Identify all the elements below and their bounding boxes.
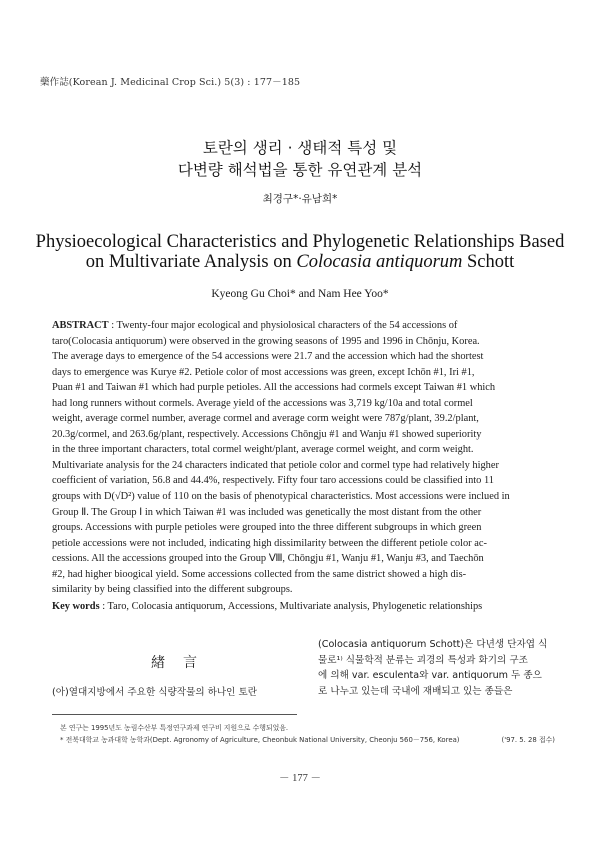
footnotes	[60, 722, 555, 746]
abstract-line: Group Ⅱ. The Group Ⅰ in which Taiwan #1 was included was genetically the most distant from the other	[52, 506, 482, 518]
received-date: ('97. 5. 28 접수)	[501, 736, 555, 744]
abstract-line: 20.3g/cormel, and 263.6g/plant, respectively. Accessions Chōngju #1 and Wanju #1 showed superiority	[52, 428, 482, 440]
abstract-line: similarity by being classified into the different subgroups.	[52, 584, 293, 596]
abstract-line: coefficient of variation, 56.8 and 44.4%, respectively. Fifty four taro accessions could be classified into 11	[52, 475, 494, 487]
footnote-affiliation-text: * 전북대학교 농과대학 농학과(Dept. Agronomy of Agriculture, Cheonbuk National University, Cheonju 560－756, Korea)	[60, 736, 460, 744]
abstract-line: ABSTRACT : Twenty-four major ecological and physiolosical characters of the 54 accessions of	[52, 320, 458, 331]
right-column-line: (Colocasia antiquorum Schott)은 다년생 단자엽 식	[318, 639, 548, 650]
abstract-line: weight, average cormel number, average cormel and average corm weight were 787g/plant, 39.2/plant,	[52, 413, 479, 425]
abstract-line: #2, had higher bioogical yield. Some accessions collected from the same district showed a high dis-	[52, 568, 467, 580]
abstract-line: The average days to emergence of the 54 accessions were 21.7 and the accession which had the shortest	[52, 351, 484, 363]
keywords-heading: Key words	[52, 601, 100, 612]
abstract-line: had long runners without cormels. Average yield of the accessions was 3,719 kg/10a and total cormel	[52, 397, 473, 409]
english-title-species: Colocasia antiquorum	[296, 252, 463, 272]
english-title-line-2	[0, 252, 600, 273]
english-authors: Kyeong Gu Choi* and Nam Hee Yoo*	[211, 288, 389, 300]
right-column-line: 물로¹⁾ 식물학적 분류는 괴경의 특성과 화기의 구조	[318, 654, 528, 666]
journal-citation: 藥作誌(Korean J. Medicinal Crop Sci.) 5(3) : 177－185	[40, 77, 301, 88]
right-column-line: 로 나누고 있는데 국내에 재배되고 있는 종들은	[318, 685, 513, 697]
footnote-affiliation	[60, 734, 555, 746]
footnote-divider	[52, 714, 297, 715]
english-title-line-1: Physioecological Characteristics and Phylogenetic Relationships Based	[35, 232, 565, 252]
abstract-line: Multivariate analysis for the 24 characters indicated that petiole color and cormel type had relatively higher	[52, 459, 499, 471]
right-column-line: 에 의해 var. esculenta와 var. antiquorum 두 종으	[318, 670, 542, 682]
english-title-line-2-post: Schott	[462, 252, 515, 272]
abstract-heading: ABSTRACT	[52, 320, 109, 331]
abstract-line: groups. Accessions with purple petioles were grouped into the three different subgroups in which green	[52, 522, 482, 534]
korean-title-line-1: 토란의 생리 · 생태적 특성 및	[202, 139, 398, 157]
english-title-line-2-pre: on Multivariate Analysis on	[85, 252, 297, 272]
page-number: － 177 －	[279, 773, 321, 784]
section-heading-introduction: 緖言	[151, 655, 215, 671]
abstract-line: in the three important characters, total cormel weight/plant, average cormel weight, and corm weight.	[52, 444, 474, 456]
abstract-line: petiole accessions were not included, indicating high dissimilarity between the different petiole color ac-	[52, 537, 487, 549]
korean-title-line-2: 다변량 해석법을 통한 유연관계 분석	[177, 161, 423, 179]
keywords-text: : Taro, Colocasia antiquorum, Accessions, Multivariate analysis, Phylogenetic relationships	[99, 601, 483, 612]
keywords	[52, 601, 552, 612]
abstract	[52, 318, 552, 598]
abstract-line: cessions. All the accessions grouped into the Group Ⅷ, Chōngju #1, Wanju #1, Wanju #3, and Taechōn	[52, 553, 484, 565]
left-column-text: (아)열대지방에서 주요한 식량작물의 하나인 토란	[52, 687, 258, 698]
abstract-line: groups with D(√D²) value of 110 on the basis of phenotypical characteristics. Most accessions were inclued in	[52, 491, 510, 503]
right-column-text	[318, 637, 553, 699]
korean-authors: 최경구*·유남희*	[262, 193, 338, 205]
abstract-line: taro(Colocasia antiquorum) were observed in the growing seasons of 1995 and 1996 in Chōnju, Korea.	[52, 335, 480, 347]
abstract-line: days to emergence was Kurye #2. Petiole color of most accessions was green, except Ichōn #1, Iri #1,	[52, 366, 475, 378]
abstract-line: Puan #1 and Taiwan #1 which had purple petioles. All the accessions had cormels except Taiwan #1 which	[52, 382, 496, 394]
footnote-funding: 본 연구는 1995년도 농림수산부 특정연구과제 연구비 지원으로 수행되었음.	[60, 724, 289, 732]
